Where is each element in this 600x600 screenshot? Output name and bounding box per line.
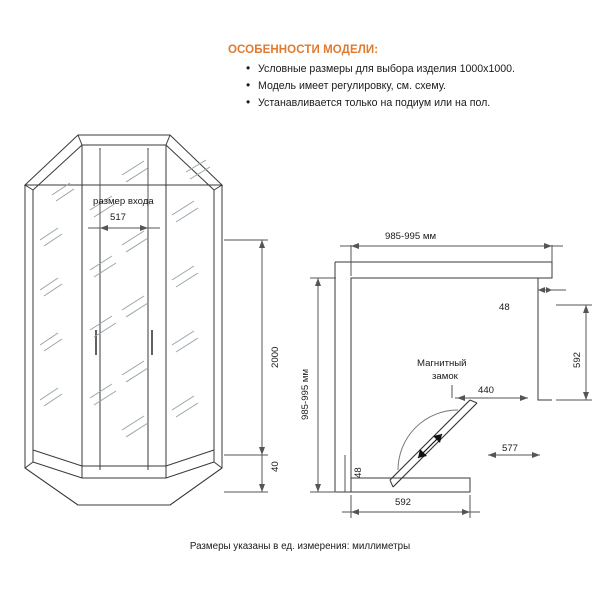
features-title: ОСОБЕННОСТИ МОДЕЛИ:: [228, 44, 379, 56]
label-plan-left-height: 985-995 мм: [300, 368, 311, 420]
label-entry-size: размер входа: [93, 196, 154, 207]
label-entry-value: 517: [110, 212, 127, 223]
feature-item: • Модель имеет регулировку, см. схему.: [246, 79, 588, 94]
label-base-40: 40: [270, 461, 281, 472]
footnote: Размеры указаны в ед. измерения: миллиметры: [189, 541, 411, 552]
label-magnetic-lock-line2: замок: [432, 371, 458, 382]
label-plan-bottom-592: 592: [395, 497, 412, 508]
label-door-diagonal-577: 577: [502, 443, 519, 454]
feature-item: • Условные размеры для выбора изделия 1000x1000.: [246, 62, 588, 77]
label-offset-48-left: 48: [353, 467, 364, 478]
label-offset-48-right: 48: [499, 302, 510, 313]
label-height-2000: 2000: [270, 346, 281, 368]
feature-item: • Устанавливается только на подиум или на пол.: [246, 96, 588, 111]
label-door-width-440: 440: [478, 385, 495, 396]
label-plan-top-width: 985-995 мм: [385, 231, 437, 242]
label-magnetic-lock-line1: Магнитный: [417, 358, 467, 369]
label-plan-right-592: 592: [572, 351, 583, 368]
